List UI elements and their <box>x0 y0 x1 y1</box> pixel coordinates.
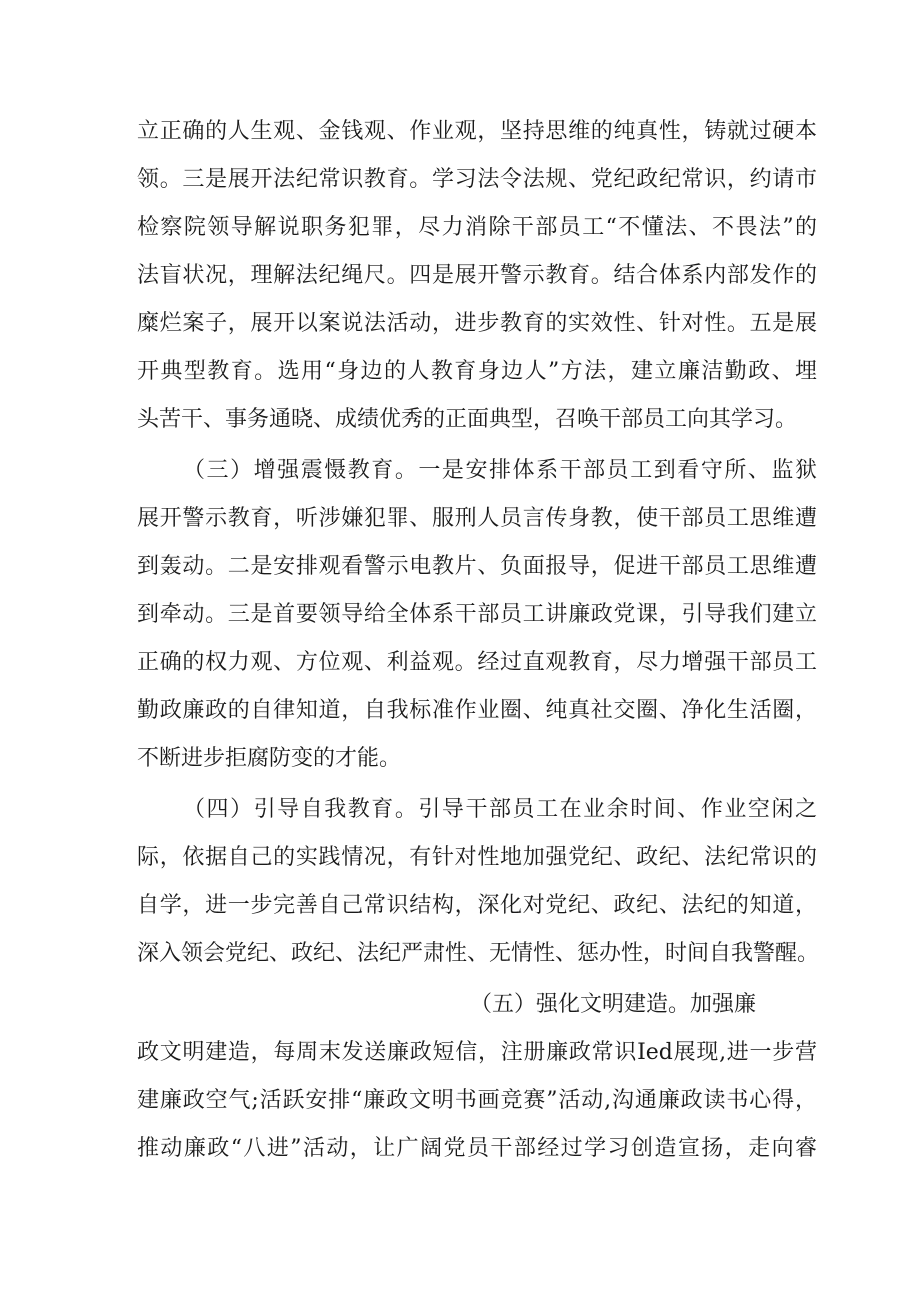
text-line: 头苦干、事务通晓、成绩优秀的正面典型，召唤干部员工向其学习。 <box>137 407 798 432</box>
text-line: 深入领会党纪、政纪、法纪严肃性、无情性、惩办性，时间自我警醒。 <box>137 941 820 966</box>
text-line: 到牵动。三是首要领导给全体系干部员工讲廉政党课，引导我们建立 <box>137 602 817 627</box>
text-line: 正确的权力观、方位观、利益观。经过直观教育，尽力增强干部员工 <box>137 650 817 675</box>
text-line: 政文明建造，每周末发送廉政短信，注册廉政常识Ied展现,进一步营 <box>137 1040 817 1065</box>
text-line: 推动廉政“八进”活动，让广阔党员干部经过学习创造宣扬，走向睿 <box>137 1136 817 1161</box>
text-line: 自学，进一步完善自己常识结构，深化对党纪、政纪、法纪的知道， <box>137 893 817 918</box>
paragraph-heading-line: （五）强化文明建造。加强廉 <box>470 992 757 1017</box>
text-line: 检察院领导解说职务犯罪，尽力消除干部员工“不懂法、不畏法”的 <box>137 215 817 240</box>
text-line: 勤政廉政的自律知道，自我标准作业圈、纯真社交圈、净化生活圈， <box>137 698 817 723</box>
text-line: 糜烂案子，展开以案说法活动，进步教育的实效性、针对性。五是展 <box>137 311 817 336</box>
text-line: 建廉政空气;活跃安排“廉政文明书画竞赛”活动,沟通廉政读书心得， <box>137 1088 817 1113</box>
paragraph-heading-line: （四）引导自我教育。引导干部员工在业余时间、作业空闲之 <box>183 797 817 822</box>
text-line: 立正确的人生观、金钱观、作业观，坚持思维的纯真性，铸就过硬本 <box>137 119 817 144</box>
text-line: 展开警示教育，听涉嫌犯罪、服刑人员言传身教，使干部员工思维遭 <box>137 506 817 531</box>
text-line: 开典型教育。选用“身边的人教育身边人”方法，建立廉洁勤政、埋 <box>137 359 817 384</box>
text-line: 不断进步拒腐防变的才能。 <box>137 746 402 771</box>
text-line: 领。三是展开法纪常识教育。学习法令法规、党纪政纪常识，约请市 <box>137 167 817 192</box>
text-line: 际，依据自己的实践情况，有针对性地加强党纪、政纪、法纪常识的 <box>137 845 817 870</box>
text-line: 法盲状况，理解法纪绳尺。四是展开警示教育。结合体系内部发作的 <box>137 263 817 288</box>
paragraph-heading-line: （三）增强震慑教育。一是安排体系干部员工到看守所、监狱 <box>183 458 817 483</box>
text-line: 到轰动。二是安排观看警示电教片、负面报导，促进干部员工思维遭 <box>137 554 817 579</box>
